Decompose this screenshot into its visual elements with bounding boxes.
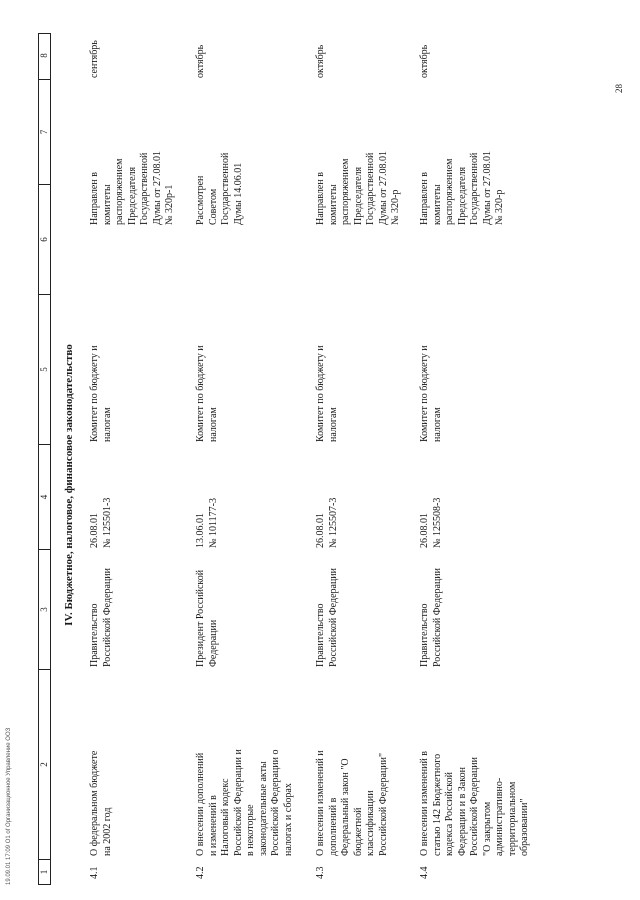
document-page xyxy=(5,15,624,885)
bill-title: О внесении изменений и дополнений в Федеральный закон "О бюджетной классификации Российской Федерации" xyxy=(315,750,389,856)
status-note: Направлен в комитеты распоряжением Председателя Государственной Думы от 27.08.01 № 320-р xyxy=(315,151,401,225)
status-note: Рассмотрен Советом Государственной Думы 14.06.01 xyxy=(195,152,244,225)
registration: 13.06.01 № 101177-3 xyxy=(195,498,219,548)
header-col-6: 6 xyxy=(39,184,50,294)
committee: Комитет по бюджету и налогам xyxy=(195,345,219,442)
registration: 26.08.01 № 125501-3 xyxy=(89,497,113,548)
header-col-2: 2 xyxy=(39,669,50,859)
registration: 26.08.01 № 125508-3 xyxy=(419,497,443,548)
header-col-1: 1 xyxy=(39,859,50,884)
term: октябрь xyxy=(315,44,326,78)
page-number: 28 xyxy=(614,84,624,93)
registration: 26.08.01 № 125507-3 xyxy=(315,497,339,548)
row-number: 4.4 xyxy=(419,866,430,879)
initiator: Правительство Российской Федерации xyxy=(419,567,443,667)
status-note: Направлен в комитеты распоряжением Председателя Государственной Думы от 27.08.01 № 320-р xyxy=(419,151,505,225)
row-number: 4.3 xyxy=(315,866,326,879)
term: сентябрь xyxy=(89,40,100,78)
committee: Комитет по бюджету и налогам xyxy=(315,345,339,442)
bill-title: О федеральном бюджете на 2002 год xyxy=(89,750,113,856)
header-col-3: 3 xyxy=(39,549,50,669)
section-title: IV. Бюджетное, налоговое, финансовое законодательство xyxy=(63,344,75,626)
column-number-header xyxy=(38,33,51,885)
row-number: 4.2 xyxy=(195,866,206,879)
initiator: Правительство Российской Федерации xyxy=(315,567,339,667)
header-col-4: 4 xyxy=(39,444,50,549)
bill-title: О внесении изменений в статью 142 Бюджетного кодекса Российской Федерации и в Закон Российской Федерации "О закрытом административно- территориальном образовании" xyxy=(419,750,530,856)
bill-title: О внесении дополнений и изменений в Налоговый кодекс Российской Федерации и в некоторые законодательные акты Российской Федерации о налогах и сборах xyxy=(195,749,294,856)
initiator: Правительство Российской Федерации xyxy=(89,567,113,667)
status-note: Направлен в комитеты распоряжением Председателя Государственной Думы от 27.08.01 № 320р-1 xyxy=(89,151,175,225)
term: октябрь xyxy=(195,44,206,78)
footer-stamp: 19.09.01 17:09 О1 of Организационное Управление ООЗ xyxy=(6,727,12,885)
initiator: Президент Российской Федерации xyxy=(195,569,219,667)
row-number: 4.1 xyxy=(89,866,100,879)
committee: Комитет по бюджету и налогам xyxy=(419,345,443,442)
committee: Комитет по бюджету и налогам xyxy=(89,345,113,442)
header-col-7: 7 xyxy=(39,79,50,184)
term: октябрь xyxy=(419,44,430,78)
header-col-8: 8 xyxy=(39,53,49,58)
header-col-5: 5 xyxy=(39,294,50,444)
